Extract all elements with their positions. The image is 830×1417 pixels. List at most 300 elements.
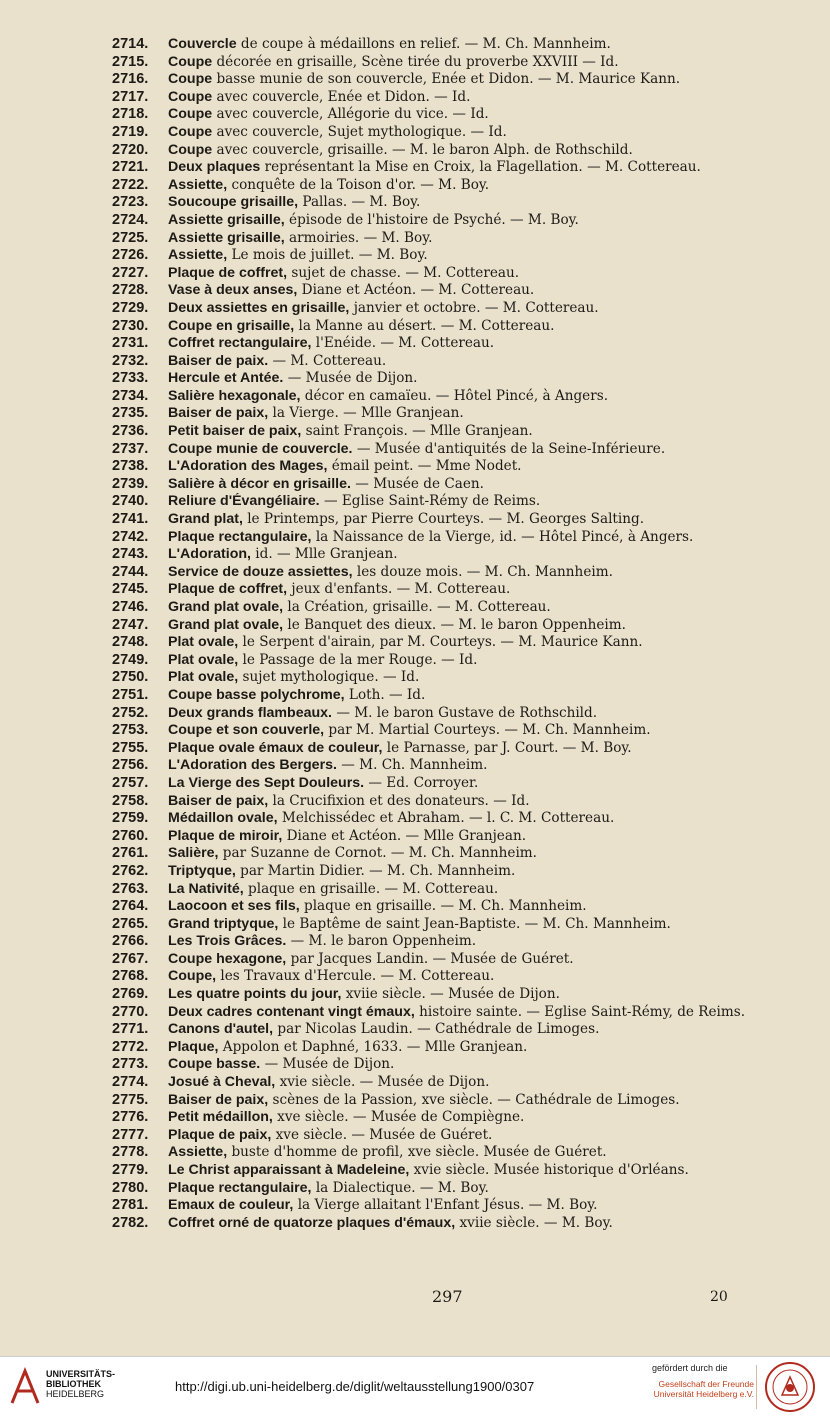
entry-text [168, 669, 788, 687]
entry-title: Reliure d'Évangéliaire. [168, 493, 320, 510]
catalogue-entry [112, 951, 788, 969]
catalogue-entry [112, 1144, 788, 1162]
entry-title: Baiser de paix, [168, 792, 269, 809]
entry-title: Deux grands flambeaux. [168, 704, 332, 721]
entry-title: Salière, [168, 845, 219, 862]
entry-description: Pallas. — M. Boy. [298, 194, 421, 211]
entry-number: 2769. [112, 986, 149, 1003]
entry-description: la Naissance de la Vierge, id. — Hôtel Pincé, à Angers. [311, 528, 694, 545]
entry-title: Josué à Cheval, [168, 1074, 276, 1091]
entry-text [168, 511, 788, 529]
entry-description: — M. le baron Oppenheim. [286, 933, 477, 950]
entry-number: 2748. [112, 634, 149, 651]
entry-number: 2720. [112, 141, 149, 158]
entry-number: 2746. [112, 599, 149, 615]
entry-text [168, 793, 788, 811]
entry-description: — Ed. Corroyer. [364, 774, 479, 791]
entry-text [168, 599, 788, 617]
entry-title: Assiette grisaille, [168, 229, 285, 246]
catalogue-entry [112, 529, 788, 547]
entry-title: Coupe, [168, 968, 217, 985]
entry-number: 2733. [112, 370, 149, 387]
entry-description: par Nicolas Laudin. — Cathédrale de Limoges. [273, 1021, 600, 1038]
catalogue-entry [112, 1056, 788, 1074]
entry-title: Coupe munie de couvercle. [168, 440, 353, 457]
entry-text [168, 318, 788, 336]
entry-title: Coupe et son couverle, [168, 722, 325, 739]
entry-description: avec couvercle, Allégorie du vice. — Id. [212, 106, 489, 123]
entry-text [168, 230, 788, 248]
entry-title: Plat ovale, [168, 634, 239, 651]
entry-text [168, 828, 788, 846]
entry-title: Coupe [168, 106, 213, 123]
catalogue-entry [112, 159, 788, 177]
entry-text [168, 212, 788, 230]
entry-text [168, 617, 788, 635]
catalogue-entry [112, 581, 788, 599]
entry-title: Salière à décor en grisaille. [168, 475, 351, 492]
entry-number: 2738. [112, 458, 149, 475]
entry-title: Plaque rectangulaire, [168, 1179, 312, 1196]
entry-number: 2753. [112, 722, 149, 739]
catalogue-entry [112, 968, 788, 986]
entry-description: xvie siècle. — Musée de Dijon. [275, 1074, 490, 1091]
entry-number: 2725. [112, 229, 149, 246]
catalogue-entry [112, 405, 788, 423]
catalogue-entry [112, 916, 788, 934]
entry-description: xviie siècle. — Musée de Dijon. [341, 986, 560, 1003]
entry-title: L'Adoration, [168, 546, 251, 563]
entry-number: 2771. [112, 1021, 149, 1038]
entry-text [168, 564, 788, 582]
catalogue-entry [112, 546, 788, 564]
entry-number: 2770. [112, 1003, 149, 1020]
entry-title: Coupe [168, 123, 213, 140]
entry-description: xvie siècle. Musée historique d'Orléans. [409, 1162, 689, 1178]
entry-description: le Parnasse, par J. Court. — M. Boy. [382, 739, 632, 756]
entry-text [168, 388, 788, 406]
entry-text [168, 1021, 788, 1039]
entry-text [168, 247, 788, 265]
entry-text [168, 1215, 788, 1233]
entry-title: Deux assiettes en grisaille, [168, 299, 350, 316]
entry-number: 2731. [112, 335, 149, 352]
entry-number: 2766. [112, 933, 149, 950]
entry-title: Coffret orné de quatorze plaques d'émaux, [168, 1214, 456, 1231]
entry-description: de coupe à médaillons en relief. — M. Ch. Mannheim. [236, 36, 611, 52]
entry-description: — Musée de Dijon. [283, 370, 418, 387]
entry-text [168, 36, 788, 54]
entry-number: 2782. [112, 1214, 149, 1231]
entry-description: — Musée de Caen. [350, 475, 484, 492]
entry-description: Loth. — Id. [344, 686, 426, 703]
entry-title: L'Adoration des Mages, [168, 458, 328, 475]
entry-text [168, 1162, 788, 1180]
entry-description: avec couvercle, Enée et Didon. — Id. [212, 88, 471, 105]
entry-number: 2744. [112, 563, 149, 580]
entry-description: le Baptême de saint Jean-Baptiste. — M. Ch. Mannheim. [278, 915, 671, 932]
entry-title: Hercule et Antée. [168, 370, 284, 387]
catalogue-entry [112, 863, 788, 881]
entry-text [168, 476, 788, 494]
entry-title: Service de douze assiettes, [168, 563, 353, 580]
catalogue-entry [112, 71, 788, 89]
entry-description: — Musée d'antiquités de la Seine-Inférieure. [352, 440, 666, 457]
catalogue-entry [112, 476, 788, 494]
entry-description: par M. Martial Courteys. — M. Ch. Mannheim. [324, 722, 651, 739]
catalogue-entry [112, 599, 788, 617]
entry-description: Diane et Actéon. — Mlle Granjean. [282, 827, 527, 844]
entry-number: 2781. [112, 1197, 149, 1214]
entry-description: décorée en grisaille, Scène tirée du proverbe XXVIII — Id. [212, 53, 619, 70]
entry-number: 2729. [112, 299, 149, 316]
entry-text [168, 177, 788, 195]
catalogue-entry [112, 36, 788, 54]
entry-title: Coupe [168, 88, 213, 105]
entry-title: Grand plat, [168, 511, 243, 528]
entry-description: le Printemps, par Pierre Courteys. — M. Georges Salting. [242, 511, 645, 528]
entry-description: xve siècle. — Musée de Guéret. [271, 1126, 493, 1143]
entry-description: les douze mois. — M. Ch. Mannheim. [352, 563, 613, 580]
catalogue-entry [112, 775, 788, 793]
entry-title: Plaque, [168, 1038, 219, 1055]
entry-description: la Manne au désert. — M. Cottereau. [294, 317, 555, 334]
entry-description: — M. Cottereau. [268, 352, 387, 369]
entry-description: par Suzanne de Cornot. — M. Ch. Mannheim. [218, 845, 538, 862]
entry-number: 2727. [112, 264, 149, 281]
catalogue-entry [112, 388, 788, 406]
entry-description: avec couvercle, grisaille. — M. le baron Alph. de Rothschild. [212, 141, 633, 158]
entry-number: 2776. [112, 1109, 149, 1126]
catalogue-entry [112, 1180, 788, 1198]
entry-description: — M. Ch. Mannheim. [336, 757, 488, 774]
entry-number: 2730. [112, 317, 149, 334]
entry-number: 2718. [112, 106, 149, 123]
entry-title: Le Christ apparaissant à Madeleine, [168, 1162, 410, 1178]
footer-divider [756, 1365, 757, 1409]
catalogue-entry [112, 89, 788, 107]
entry-text [168, 441, 788, 459]
footer-bar [0, 1356, 830, 1417]
entry-description: avec couvercle, Sujet mythologique. — Id. [212, 123, 507, 140]
entry-title: Soucoupe grisaille, [168, 194, 299, 211]
catalogue-entry [112, 793, 788, 811]
entry-description: la Vierge allaitant l'Enfant Jésus. — M. Boy. [293, 1197, 598, 1214]
entry-text [168, 863, 788, 881]
catalogue-entry [112, 1092, 788, 1110]
catalogue-entry [112, 335, 788, 353]
entry-text [168, 1180, 788, 1198]
entry-number: 2780. [112, 1179, 149, 1196]
entry-title: Salière hexagonale, [168, 387, 301, 404]
entry-title: Plaque de paix, [168, 1126, 272, 1143]
entry-description: sujet mythologique. — Id. [238, 669, 420, 686]
entry-description: basse munie de son couvercle, Enée et Didon. — M. Maurice Kann. [212, 71, 681, 88]
entry-text [168, 1039, 788, 1057]
catalogue-entry [112, 810, 788, 828]
catalogue-entry [112, 230, 788, 248]
catalogue-entry [112, 1004, 788, 1022]
entry-description: épisode de l'histoire de Psyché. — M. Boy. [284, 211, 579, 228]
entry-description: la Vierge. — Mlle Granjean. [268, 405, 464, 422]
entry-title: Plaque ovale émaux de couleur, [168, 739, 383, 756]
entry-number: 2761. [112, 845, 149, 862]
entry-description: saint François. — Mlle Granjean. [301, 423, 533, 440]
entry-number: 2763. [112, 880, 149, 897]
entry-description: le Banquet des dieux. — M. le baron Oppenheim. [283, 616, 626, 633]
entry-title: Canons d'autel, [168, 1021, 274, 1038]
entry-text [168, 1056, 788, 1074]
entry-text [168, 705, 788, 723]
entry-text [168, 1004, 788, 1022]
entry-text [168, 933, 788, 951]
entry-number: 2742. [112, 528, 149, 545]
catalogue-entry [112, 722, 788, 740]
entry-number: 2750. [112, 669, 149, 686]
catalogue-entry [112, 142, 788, 160]
entry-text [168, 634, 788, 652]
entry-number: 2764. [112, 898, 149, 915]
entry-description: plaque en grisaille. — M. Ch. Mannheim. [299, 898, 587, 915]
entry-number: 2775. [112, 1091, 149, 1108]
entry-text [168, 529, 788, 547]
entry-title: Baiser de paix. [168, 352, 269, 369]
catalogue-entry [112, 1074, 788, 1092]
entry-number: 2723. [112, 194, 149, 211]
entry-number: 2747. [112, 616, 149, 633]
entry-description: décor en camaïeu. — Hôtel Pincé, à Angers. [300, 387, 609, 404]
entry-description: par Martin Didier. — M. Ch. Mannheim. [235, 862, 516, 879]
catalogue-entry [112, 828, 788, 846]
entry-number: 2762. [112, 862, 149, 879]
entry-title: Coupe [168, 53, 213, 70]
entry-number: 2756. [112, 757, 149, 774]
entry-title: Les quatre points du jour, [168, 986, 342, 1003]
entry-description: l'Enéide. — M. Cottereau. [311, 335, 495, 352]
entry-number: 2777. [112, 1126, 149, 1143]
entry-description: — M. le baron Gustave de Rothschild. [332, 704, 598, 721]
entry-title: Plat ovale, [168, 669, 239, 686]
catalogue-entry [112, 757, 788, 775]
entry-text [168, 951, 788, 969]
entry-number: 2736. [112, 423, 149, 440]
entry-text [168, 124, 788, 142]
entry-title: Deux cadres contenant vingt émaux, [168, 1003, 415, 1020]
entry-title: Plaque de coffret, [168, 264, 288, 281]
entry-text [168, 845, 788, 863]
entry-text [168, 265, 788, 283]
entry-number: 2734. [112, 387, 149, 404]
entry-title: Coupe basse. [168, 1056, 261, 1073]
catalogue-entry [112, 458, 788, 476]
entry-text [168, 757, 788, 775]
entry-text [168, 405, 788, 423]
entry-description: janvier et octobre. — M. Cottereau. [349, 299, 599, 316]
catalogue-list [112, 36, 788, 1232]
catalogue-entry [112, 247, 788, 265]
entry-number: 2745. [112, 581, 149, 598]
catalogue-entry [112, 54, 788, 72]
library-logo-icon [8, 1367, 42, 1407]
entry-description: Melchissédec et Abraham. — l. C. M. Cottereau. [277, 810, 615, 827]
entry-text [168, 106, 788, 124]
entry-number: 2768. [112, 968, 149, 985]
entry-description: histoire sainte. — Eglise Saint-Rémy, de Reims. [414, 1003, 746, 1020]
entry-number: 2737. [112, 440, 149, 457]
entry-title: Triptyque, [168, 862, 236, 879]
entry-title: Petit médaillon, [168, 1109, 273, 1126]
entry-title: Plat ovale, [168, 651, 239, 668]
entry-number: 2722. [112, 176, 149, 193]
catalogue-entry [112, 124, 788, 142]
entry-number: 2739. [112, 475, 149, 492]
entry-description: le Passage de la mer Rouge. — Id. [238, 651, 478, 668]
friends-society-name: Gesellschaft der Freunde Universität Heidelberg e.V. [653, 1379, 754, 1399]
entry-text [168, 687, 788, 705]
entry-title: Grand plat ovale, [168, 599, 284, 615]
entry-number: 2735. [112, 405, 149, 422]
entry-description: id. — Mlle Granjean. [250, 546, 398, 563]
catalogue-entry [112, 1039, 788, 1057]
entry-title: Grand plat ovale, [168, 616, 284, 633]
catalogue-entry [112, 353, 788, 371]
entry-text [168, 335, 788, 353]
entry-title: Petit baiser de paix, [168, 423, 302, 440]
entry-text [168, 423, 788, 441]
entry-number: 2751. [112, 686, 149, 703]
entry-number: 2759. [112, 810, 149, 827]
entry-text [168, 546, 788, 564]
entry-title: Plaque rectangulaire, [168, 528, 312, 545]
entry-number: 2724. [112, 211, 149, 228]
source-url-link[interactable]: http://digi.ub.uni-heidelberg.de/diglit/weltausstellung1900/0307 [175, 1379, 535, 1394]
catalogue-entry [112, 1127, 788, 1145]
entry-title: Assiette, [168, 1144, 228, 1161]
entry-description: la Crucifixion et des donateurs. — Id. [268, 792, 530, 809]
page-number: 297 [432, 1287, 463, 1306]
entry-title: Baiser de paix, [168, 405, 269, 422]
entry-title: Médaillon ovale, [168, 810, 278, 827]
entry-text [168, 916, 788, 934]
entry-title: Coupe [168, 141, 213, 158]
entry-description: armoiries. — M. Boy. [284, 229, 433, 246]
catalogue-entry [112, 300, 788, 318]
entry-text [168, 353, 788, 371]
catalogue-entry [112, 177, 788, 195]
entry-text [168, 54, 788, 72]
entry-number: 2728. [112, 282, 149, 299]
entry-text [168, 898, 788, 916]
entry-text [168, 722, 788, 740]
entry-text [168, 652, 788, 670]
entry-text [168, 1197, 788, 1215]
entry-description: par Jacques Landin. — Musée de Guéret. [286, 950, 574, 967]
entry-number: 2743. [112, 546, 149, 563]
entry-text [168, 1074, 788, 1092]
entry-title: La Nativité, [168, 880, 244, 897]
entry-text [168, 142, 788, 160]
entry-text [168, 581, 788, 599]
entry-description: Appolon et Daphné, 1633. — Mlle Granjean. [218, 1038, 528, 1055]
catalogue-entry [112, 740, 788, 758]
entry-title: Assiette grisaille, [168, 211, 285, 228]
entry-description: émail peint. — Mme Nodet. [327, 458, 522, 475]
entry-text [168, 775, 788, 793]
entry-number: 2772. [112, 1038, 149, 1055]
catalogue-entry [112, 1162, 788, 1180]
catalogue-entry [112, 705, 788, 723]
entry-title: Baiser de paix, [168, 1091, 269, 1108]
catalogue-entry [112, 687, 788, 705]
entry-description: buste d'homme de profil, xve siècle. Musée de Guéret. [227, 1144, 607, 1161]
entry-number: 2760. [112, 827, 149, 844]
entry-description: plaque en grisaille. — M. Cottereau. [243, 880, 499, 897]
entry-number: 2721. [112, 159, 149, 176]
entry-description: Le mois de juillet. — M. Boy. [227, 247, 428, 264]
catalogue-entry [112, 1021, 788, 1039]
catalogue-entry [112, 106, 788, 124]
catalogue-entry [112, 370, 788, 388]
entry-title: Coupe basse polychrome, [168, 686, 345, 703]
entry-description: scènes de la Passion, xve siècle. — Cathédrale de Limoges. [268, 1091, 680, 1108]
entry-title: Laocoon et ses fils, [168, 898, 300, 915]
entry-number: 2774. [112, 1074, 149, 1091]
entry-text [168, 968, 788, 986]
entry-text [168, 282, 788, 300]
catalogue-entry [112, 194, 788, 212]
entry-number: 2716. [112, 71, 149, 88]
entry-number: 2714. [112, 36, 149, 52]
entry-title: La Vierge des Sept Douleurs. [168, 774, 365, 791]
catalogue-entry [112, 881, 788, 899]
catalogue-entry [112, 652, 788, 670]
entry-number: 2758. [112, 792, 149, 809]
catalogue-entry [112, 212, 788, 230]
entry-text [168, 1092, 788, 1110]
entry-title: Les Trois Grâces. [168, 933, 287, 950]
entry-description: la Création, grisaille. — M. Cottereau. [283, 599, 551, 615]
entry-text [168, 159, 788, 177]
catalogue-entry [112, 265, 788, 283]
entry-number: 2767. [112, 950, 149, 967]
entry-text [168, 300, 788, 318]
entry-text [168, 458, 788, 476]
catalogue-entry [112, 1197, 788, 1215]
entry-description: conquête de la Toison d'or. — M. Boy. [227, 176, 490, 193]
entry-text [168, 1127, 788, 1145]
entry-description: — Eglise Saint-Rémy de Reims. [319, 493, 541, 510]
sponsor-label: gefördert durch die [652, 1363, 728, 1373]
entry-text [168, 194, 788, 212]
entry-text [168, 370, 788, 388]
entry-title: Coupe hexagone, [168, 950, 287, 967]
entry-number: 2749. [112, 651, 149, 668]
catalogue-entry [112, 282, 788, 300]
entry-number: 2726. [112, 247, 149, 264]
entry-text [168, 986, 788, 1004]
entry-number: 2752. [112, 704, 149, 721]
entry-description: Diane et Actéon. — M. Cottereau. [297, 282, 535, 299]
entry-number: 2757. [112, 774, 149, 791]
entry-title: Deux plaques [168, 159, 261, 176]
library-name: UNIVERSITÄTS- BIBLIOTHEK HEIDELBERG [46, 1369, 116, 1399]
catalogue-entry [112, 1215, 788, 1233]
entry-description: les Travaux d'Hercule. — M. Cottereau. [216, 968, 495, 985]
catalogue-entry [112, 564, 788, 582]
entry-description: jeux d'enfants. — M. Cottereau. [287, 581, 511, 598]
entry-number: 2715. [112, 53, 149, 70]
entry-title: Vase à deux anses, [168, 282, 298, 299]
